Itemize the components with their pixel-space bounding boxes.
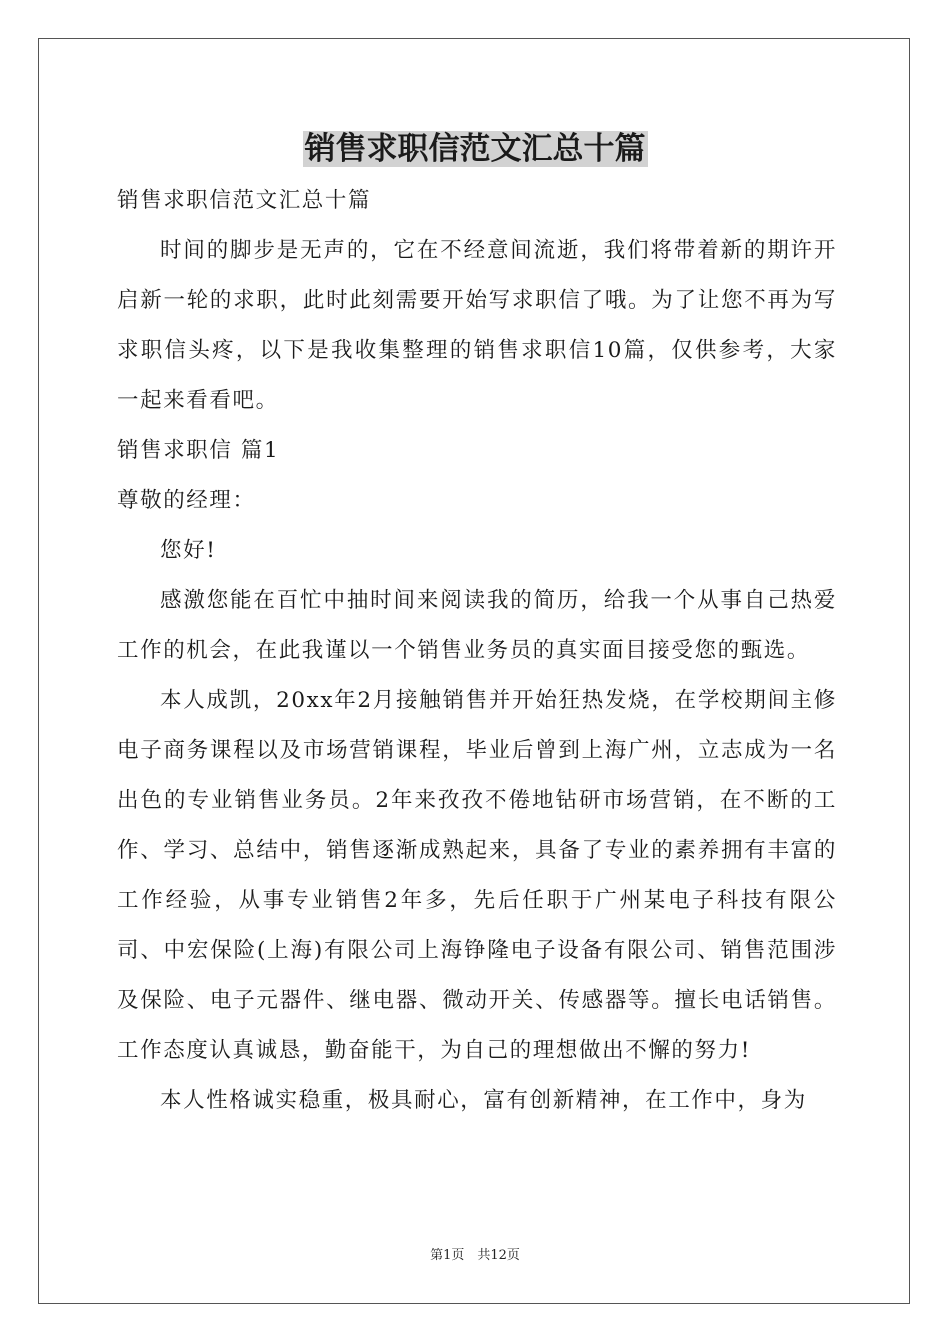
page-number-footer: 第1页 共12页 (430, 1248, 520, 1263)
paragraph-3: 本人性格诚实稳重，极具耐心，富有创新精神，在工作中，身为 (160, 1088, 807, 1113)
intro-paragraph: 时间的脚步是无声的，它在不经意间流逝，我们将带着新的期许开启新一轮的求职，此时此刻需要开始写求职信了哦。为了让您不再为写求职信头疼，以下是我收集整理的销售求职信10篇，仅供参考，大家一起来看看吧。 (117, 238, 837, 413)
paragraph-2: 本人成凯，20xx年2月接触销售并开始狂热发烧，在学校期间主修电子商务课程以及市场营销课程，毕业后曾到上海广州，立志成为一名出色的专业销售业务员。2年来孜孜不倦地钻研市场营销，在不断的工作、学习、总结中，销售逐渐成熟起来，具备了专业的素养拥有丰富的工作经验，从事专业销售2年多，先后任职于广州某电子科技有限公司、中宏保险(上海)有限公司上海铮隆电子设备有限公司、销售范围涉及保险、电子元器件、继电器、微动开关、传感器等。擅长电话销售。工作态度认真诚恳，勤奋能干，为自己的理想做出不懈的努力! (117, 688, 837, 1063)
section-heading: 销售求职信 篇1 (117, 438, 280, 463)
paragraph-1: 感激您能在百忙中抽时间来阅读我的简历，给我一个从事自己热爱工作的机会，在此我谨以一个销售业务员的真实面目接受您的甄选。 (117, 588, 837, 663)
salutation: 尊敬的经理： (117, 488, 256, 513)
document-body (117, 176, 837, 1126)
document-subtitle: 销售求职信范文汇总十篇 (117, 188, 372, 213)
greeting: 您好! (160, 538, 217, 563)
document-title-text: 销售求职信范文汇总十篇 (304, 131, 646, 167)
document-title (0, 126, 950, 172)
